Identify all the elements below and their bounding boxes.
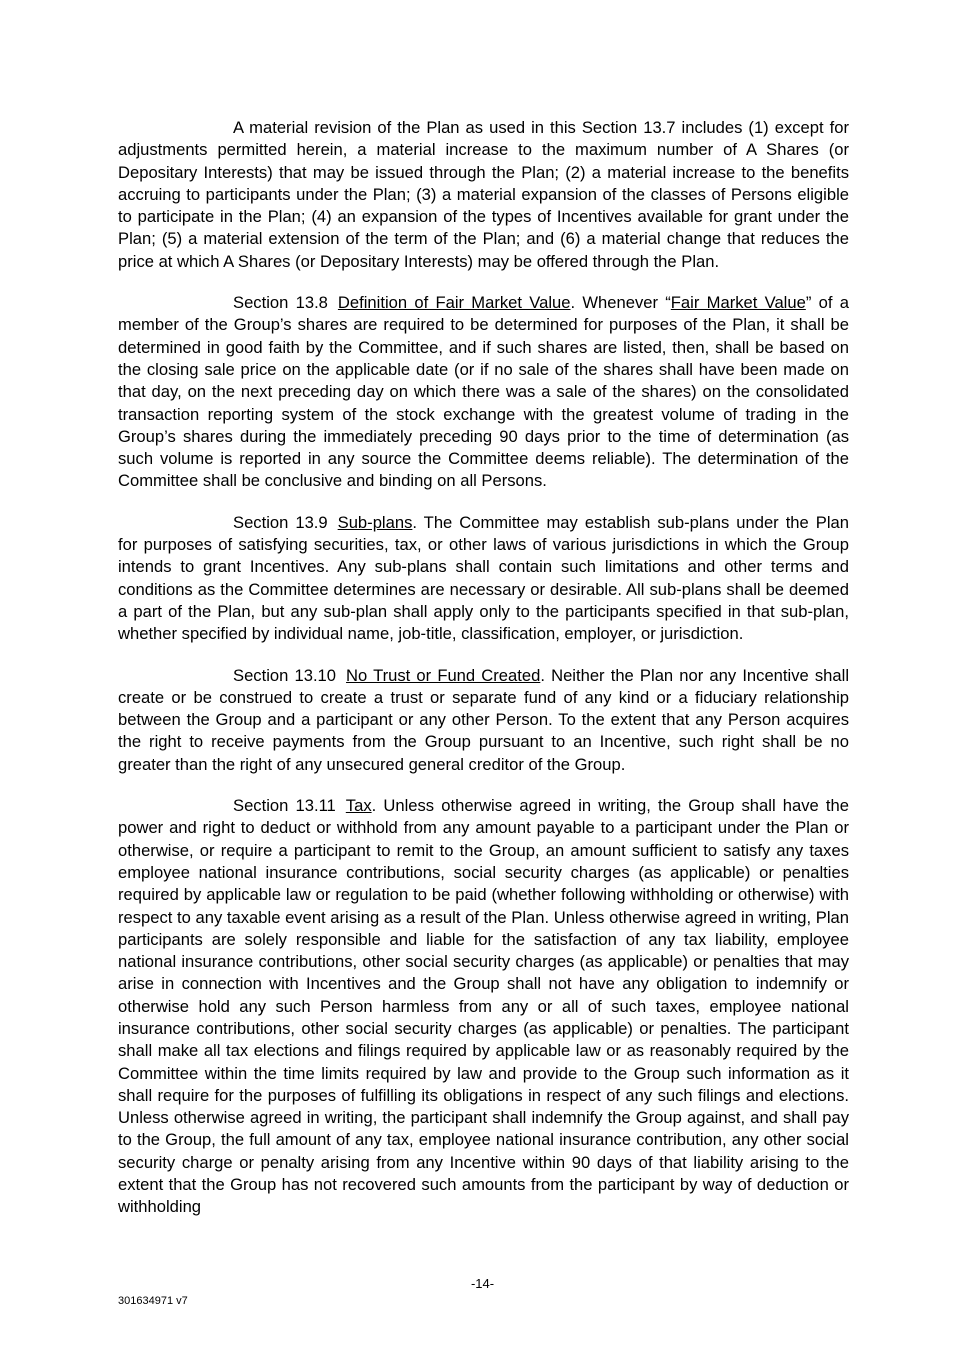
section-13-8-paragraph	[118, 292, 849, 493]
section-heading: Sub-plans	[337, 512, 413, 532]
section-number: Section 13.10	[233, 665, 337, 685]
section-number: Section 13.9	[233, 512, 328, 532]
page-number: -14-	[470, 1276, 495, 1291]
paragraph-text: A material revision of the Plan as used in this Section 13.7 includes (1) except for adjustments permitted herein, a material increase to the maximum number of A Shares (or Depositary Interests) that may be issued through the Plan; (2) a material increase to the benefits accruing to participants under the Plan; (3) a material expansion of the classes of Persons eligible to participate in the Plan; (4) an expansion of the types of Incentives available for grant under the Plan; (5) a material extension of the term of the Plan; and (6) a material change that reduces the price at which A Shares (or Depositary Interests) may be offered through the Plan.	[118, 118, 849, 271]
document-body	[118, 117, 849, 1238]
section-heading: Tax	[345, 796, 372, 816]
section-13-9-paragraph	[118, 512, 849, 646]
section-heading: No Trust or Fund Created	[346, 665, 541, 685]
section-number: Section 13.8	[233, 293, 328, 313]
paragraph-material-revision	[118, 117, 849, 273]
paragraph-text: ” of a member of the Group’s shares are required to be determined for purposes of the Plan, it shall be determined in good faith by the Committee, and if such shares are listed, then, shall be based on the closing sale price on the applicable date (or if no sale of the shares shall have been made on that day, on the next preceding day on which there was a sale of the shares) on the consolidated transaction reporting system of the stock exchange with the greatest volume of trading in the Group’s shares during the immediately preceding 90 days prior to the time of determination (as such volume is reported in any source the Committee deems reliable). The determination of the Committee shall be conclusive and binding on all Persons.	[118, 293, 849, 491]
section-number: Section 13.11	[233, 796, 336, 816]
paragraph-text: . The Committee may establish sub-plans under the Plan for purposes of satisfying securities, tax, or other laws of various jurisdictions in which the Group intends to grant Incentives. Any sub-plans shall contain such limitations and other terms and conditions as the Committee determines are necessary or desirable. All sub-plans shall be deemed a part of the Plan, but any sub-plan shall apply only to the participants specified in that sub-plan, whether specified by individual name, job-title, classification, employer, or jurisdiction.	[118, 512, 849, 644]
paragraph-text: . Unless otherwise agreed in writing, the Group shall have the power and right to deduct or withhold from any amount payable to a participant under the Plan or otherwise, or require a participant to remit to the Group, an amount sufficient to satisfy any taxes employee national insurance contributions, social security charges (as applicable) or penalties required by applicable law or regulation to be paid (whether following withholding or otherwise) with respect to any taxable event arising as a result of the Plan. Unless otherwise agreed in writing, Plan participants are solely responsible and liable for the satisfaction of any tax liability, employee national insurance contributions, other social security charges (as applicable) or penalties that may arise in connection with Incentives and the Group shall not have any obligation to indemnify or otherwise hold any such Person harmless from any or all of such taxes, employee national insurance contributions, other social security charges (as applicable) or penalties. The participant shall make all tax elections and filings required by applicable law or as reasonably required by the Committee within the time limits required by law and provide to the Group such information as it shall require for the purposes of fulfilling its obligations in respect of any such filings and elections. Unless otherwise agreed in writing, the participant shall indemnify the Group against, and shall pay to the Group, the full amount of any tax, employee national insurance contribution, any other social security charge or penalty arising from any Incentive within 90 days of that liability arising to the extent that the Group has not recovered such amounts from the participant by way of deduction or withholding	[118, 796, 849, 1217]
paragraph-text: . Whenever “	[570, 293, 671, 313]
defined-term: Fair Market Value	[670, 293, 806, 313]
section-13-10-paragraph	[118, 665, 849, 776]
section-heading: Definition of Fair Market Value	[337, 293, 571, 313]
section-13-11-paragraph	[118, 795, 849, 1219]
document-id: 301634971 v7	[118, 1295, 188, 1307]
paragraph-text: . Neither the Plan nor any Incentive shall create or be construed to create a trust or separate fund of any kind or a fiduciary relationship between the Group and a participant or any other Person. To the extent that any Person acquires the right to receive payments from the Group pursuant to an Incentive, such right shall be no greater than the right of any unsecured general creditor of the Group.	[118, 665, 850, 774]
